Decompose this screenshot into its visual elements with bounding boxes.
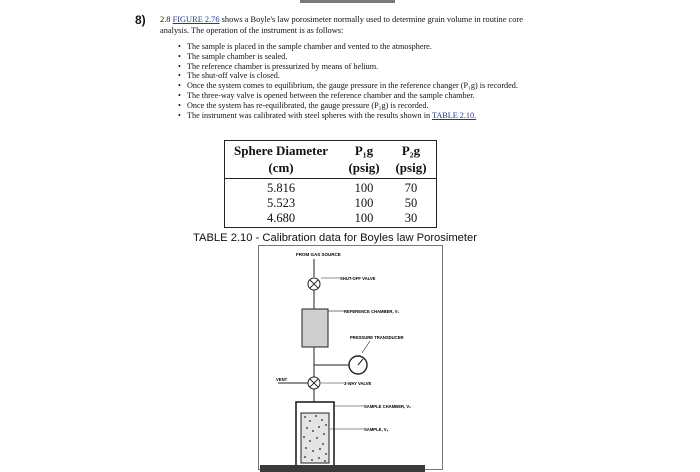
pressure-gauge-icon <box>349 356 367 374</box>
list-item <box>178 111 528 121</box>
intro-prefix: 2.8 <box>160 15 171 24</box>
unit-cm: (cm) <box>268 160 294 175</box>
bottom-cut-off-caption <box>260 465 425 472</box>
intro-text: shows a Boyle's law porosimeter normally used to determine grain volume in routine core analysis. The operation of the instrument is as follows: <box>160 15 523 35</box>
table-cell: 4.680 <box>266 211 296 225</box>
shutoff-valve-icon <box>308 278 320 290</box>
table-cell: 50 <box>404 196 418 210</box>
list-item: • Once the system has re-equilibrated, the gauge pressure (P₂g) is recorded. <box>178 101 528 111</box>
unit-psig-2: (psig) <box>395 160 427 175</box>
list-item: • The sample is placed in the sample chamber and vented to the atmosphere. <box>178 42 528 52</box>
table-cell: 5.523 <box>266 196 296 210</box>
shutoff-label: SHUT-OFF VALVE <box>340 276 376 281</box>
table-cell: 70 <box>404 181 418 195</box>
question-number: 8) <box>135 13 146 27</box>
transducer-leader <box>362 341 370 353</box>
sample <box>301 413 329 463</box>
gas-source-label: FROM GAS SOURCE <box>296 252 341 257</box>
table-cell: 30 <box>404 211 418 225</box>
calibration-table <box>224 140 437 228</box>
porosimeter-diagram <box>258 245 443 470</box>
sample-label: SAMPLE, Vₛ <box>364 427 389 432</box>
header-sphere-diameter: Sphere Diameter <box>234 143 328 158</box>
threeway-label: 3-WAY VALVE <box>344 381 372 386</box>
reference-chamber <box>302 309 328 347</box>
sample-chamber-label: SAMPLE CHAMBER, V₂ <box>364 404 411 409</box>
table-cell: 100 <box>354 181 374 195</box>
procedure-list <box>178 42 528 120</box>
list-item: • The shut-off valve is closed. <box>178 71 528 81</box>
table-caption: TABLE 2.10 - Calibration data for Boyles law Porosimeter <box>193 232 477 244</box>
table-link[interactable]: TABLE 2.10. <box>431 110 477 120</box>
intro-paragraph <box>160 14 535 36</box>
three-way-valve-icon <box>308 377 320 389</box>
reference-label: REFERENCE CHAMBER, V₁ <box>344 309 400 314</box>
header-p2g: P₂g <box>401 143 421 158</box>
transducer-label: PRESSURE TRANSDUCER <box>350 335 404 340</box>
header-p1g: P₁g <box>354 143 374 158</box>
unit-psig-1: (psig) <box>348 160 380 175</box>
top-scroll-bar <box>300 0 395 3</box>
figure-link[interactable]: FIGURE 2.76 <box>172 15 220 24</box>
table-cell: 100 <box>354 211 374 225</box>
list-item: • The reference chamber is pressurized by means of helium. <box>178 62 528 72</box>
table-cell: 100 <box>354 196 374 210</box>
list-item-text: The instrument was calibrated with steel spheres with the results shown in <box>187 110 431 120</box>
table-cell: 5.816 <box>266 181 296 195</box>
list-item: • The three-way valve is opened between the reference chamber and the sample chamber. <box>178 91 528 101</box>
list-item: • Once the system comes to equilibrium, the gauge pressure in the reference changer (P₁g) is recorded. <box>178 81 528 91</box>
vent-label: VENT <box>276 377 288 382</box>
list-item: • The sample chamber is sealed. <box>178 52 528 62</box>
header-divider <box>225 178 436 179</box>
